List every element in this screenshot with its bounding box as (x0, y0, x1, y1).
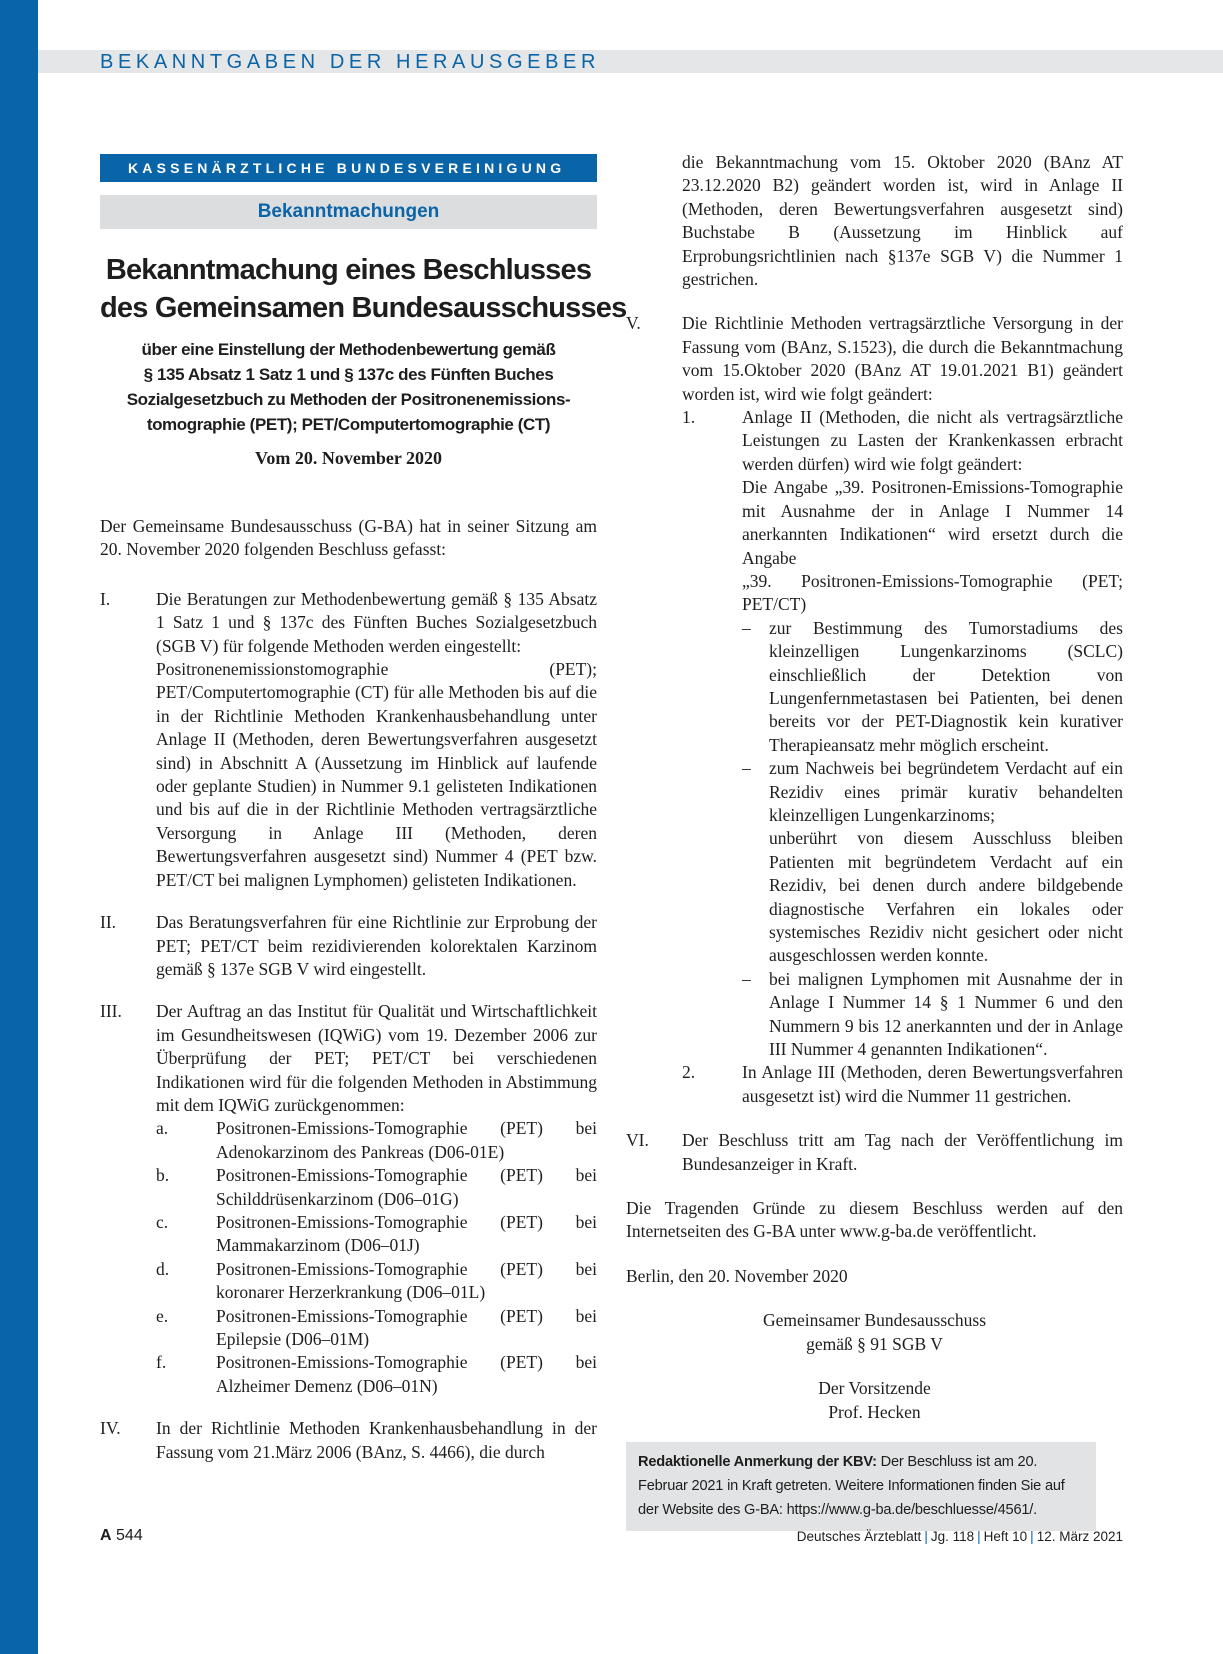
journal-name: Deutsches Ärzteblatt (796, 1529, 922, 1544)
dash-item (742, 757, 1123, 968)
right-column (626, 151, 1123, 1531)
list-item (156, 1117, 597, 1164)
list-label: 2. (682, 1062, 696, 1083)
list-item (156, 1305, 597, 1352)
page-title (100, 251, 627, 327)
dash-text: bei malignen Lymphomen mit Ausnahme der in Anlage I Nummer 14 § 1 Nummer 6 und den Nummern 9 bis 12 anerkannten und der in Anlage III Nummer 4 genannten Indikationen“. (769, 968, 1123, 1060)
list-item (156, 1258, 597, 1305)
subtitle-line: über eine Einstellung der Methodenbewertung gemäß (141, 340, 556, 359)
list-text: Anlage II (Methoden, die nicht als vertragsärztliche Leistungen zu Lasten der Krankenkassen erbracht werden dürfen) wird wie folgt geändert: (742, 407, 1123, 474)
signer-org: gemäß § 91 SGB V (806, 1333, 943, 1354)
journal-volume: Jg. 118 (930, 1529, 975, 1544)
dash-item (742, 968, 1123, 1062)
section-text: Der Auftrag an das Institut für Qualität und Wirtschaftlichkeit im Gesundheitswesen (IQWiG) vom 19. Dezember 2006 zur Überprüfung der PET; PET/CT bei verschiedenen Indikationen wird für die folgenden Methoden in Abstimmung mit dem IQWiG zurückgenommen: (156, 1001, 597, 1115)
list-text: Positronen-Emissions-Tomographie (PET) bei koronarer Herzerkrankung (D06–01L) (216, 1258, 597, 1303)
list-text: Positronen-Emissions-Tomographie (PET) bei Schilddrüsenkarzinom (D06–01G) (216, 1165, 597, 1209)
list-text: „39. Positronen-Emissions-Tomographie (PET; PET/CT) (742, 570, 1123, 615)
list-label: a. (156, 1118, 169, 1139)
list-item (156, 1164, 597, 1211)
section-V (626, 312, 1123, 1108)
reasons-paragraph: Die Tragenden Gründe zu diesem Beschluss werden auf den Internetseiten des G-BA unter www.g-ba.de veröffentlicht. (626, 1198, 1123, 1242)
section-number: III. (100, 1001, 122, 1022)
dash-mark: – (742, 968, 751, 989)
note-text: Der Beschluss ist am 20. Februar 2021 in Kraft getreten. Weitere Informationen finden Sie auf der Website des G-BA: https://www.g-ba.de/beschluesse/4561/. (638, 1453, 1065, 1518)
page-prefix: A (100, 1527, 112, 1544)
section-number: VI. (626, 1130, 649, 1151)
signer-role: Der Vorsitzende (818, 1378, 931, 1399)
dash-mark: – (742, 758, 751, 779)
footer-separator: | (924, 1529, 928, 1544)
title-line: des Gemeinsamen Bundesausschusses (100, 292, 627, 324)
section-number: IV. (100, 1418, 121, 1439)
section-text: Die Richtlinie Methoden vertragsärztliche Versorgung in der Fassung vom (BAnz, S.1523), die durch die Bekanntmachung vom 15.Oktober 2020 (BAnz AT 19.01.2021 B1) geändert worden ist, wird wie folgt geändert: (682, 313, 1123, 404)
list-item (682, 1061, 1123, 1108)
list-text: In Anlage III (Methoden, deren Bewertungsverfahren ausgesetzt ist) wird die Nummer 11 gestrichen. (742, 1062, 1123, 1106)
dash-item (742, 617, 1123, 757)
footer (797, 1529, 1123, 1544)
list-label: b. (156, 1165, 170, 1186)
dash-text: zum Nachweis bei begründetem Verdacht auf ein Rezidiv eines primär kurativ behandelten kleinzelligen Lungenkarzinoms; (769, 758, 1123, 825)
journal-issue: Heft 10 (983, 1529, 1028, 1544)
section-text: die Bekanntmachung vom 15. Oktober 2020 (BAnz AT 23.12.2020 B2) geändert worden ist, wird in Anlage II (Methoden, deren Bewertungsverfahren ausgesetzt sind) Buchstabe B (Aussetzung im Hinblick auf Erprobungsrichtlinien nach §137e SGB V) die Nummer 1 gestrichen. (682, 152, 1123, 290)
list-text: Positronen-Emissions-Tomographie (PET) bei Epilepsie (D06–01M) (216, 1305, 597, 1349)
subtitle-line: Sozialgesetzbuch zu Methoden der Positronenemissions- (126, 390, 571, 409)
dash-text: unberührt von diesem Ausschluss bleiben Patienten mit begründetem Verdacht auf ein Rezidiv, bei denen durch andere bildgebende diagnostische Verfahren ein lokales oder systemisches Rezidiv nicht gesichert oder nicht ausgeschlossen werden konnte. (769, 828, 1123, 966)
signature-block (626, 1309, 1123, 1424)
subtitle-line: § 135 Absatz 1 Satz 1 und § 137c des Fünften Buches (143, 365, 554, 384)
section-IV (100, 1417, 597, 1464)
section-text: Das Beratungsverfahren für eine Richtlinie zur Erprobung der PET; PET/CT beim rezidivierenden kolorektalen Karzinom gemäß § 137e SGB V wird eingestellt. (156, 912, 597, 979)
place-date: Berlin, den 20. November 2020 (626, 1265, 848, 1286)
intro-paragraph: Der Gemeinsame Bundesausschuss (G-BA) hat in seiner Sitzung am 20. November 2020 folgenden Beschluss gefasst: (100, 516, 597, 560)
dash-mark: – (742, 617, 751, 638)
title-line: Bekanntmachung eines Beschlusses (105, 254, 592, 286)
list-label: d. (156, 1258, 170, 1279)
list-text: Positronen-Emissions-Tomographie (PET) bei Mammakarzinom (D06–01J) (216, 1211, 597, 1256)
page-number (100, 1527, 143, 1545)
left-accent-bar (0, 0, 38, 1654)
org-band: KASSENÄRZTLICHE BUNDESVEREINIGUNG (100, 154, 597, 182)
journal-date: 12. März 2021 (1036, 1529, 1123, 1544)
list-item (682, 406, 1123, 1061)
footer-separator: | (1030, 1529, 1034, 1544)
decision-date: Vom 20. November 2020 (255, 448, 442, 468)
list-item (156, 1211, 597, 1258)
subtitle-line: tomographie (PET); PET/Computertomographie (CT) (146, 415, 551, 434)
section-number: II. (100, 912, 117, 933)
section-number: V. (626, 313, 641, 334)
list-label: f. (156, 1352, 167, 1373)
section-number: I. (100, 588, 111, 609)
list-text: Positronen-Emissions-Tomographie (PET) bei Alzheimer Demenz (D06–01N) (216, 1352, 597, 1396)
section-I (100, 588, 597, 892)
signer-name: Prof. Hecken (828, 1401, 921, 1422)
section-text: In der Richtlinie Methoden Krankenhausbehandlung in der Fassung vom 21.März 2006 (BAnz, S. 4466), die durch (156, 1418, 597, 1462)
editorial-note (626, 1442, 1096, 1531)
list-label: 1. (682, 407, 696, 428)
list-label: e. (156, 1305, 169, 1326)
section-text: Positronenemissionstomographie (PET); PET/Computertomographie (CT) für alle Methoden bis auf die in der Richtlinie Methoden Krankenhausbehandlung unter Anlage II (Methoden, deren Bewertungsverfahren ausgesetzt sind) in Abschnitt A (Aussetzung im Hinblick auf laufende oder geplante Studien) in Nummer 9.1 gelisteten Indikationen und bis auf die in der Richtlinie Methoden vertragsärztliche Versorgung in Anlage III (Methoden, deren Bewertungsverfahren ausgesetzt sind) Nummer 4 (PET bzw. PET/CT bei malignen Lymphomen) gelisteten Indikationen. (156, 659, 597, 890)
signer-org: Gemeinsamer Bundesausschuss (762, 1310, 987, 1331)
section-text: Die Beratungen zur Methodenbewertung gemäß § 135 Absatz 1 Satz 1 und § 137c des Fünften Buches Sozialgesetzbuch (SGB V) für folgende Methoden werden eingestellt: (156, 588, 597, 656)
section-VI (626, 1129, 1123, 1176)
section-II (100, 911, 597, 981)
section-III (100, 1000, 597, 1398)
list-text: Positronen-Emissions-Tomographie (PET) bei Adenokarzinom des Pankreas (D06-01E) (216, 1118, 597, 1162)
category-band: Bekanntmachungen (100, 195, 597, 229)
list-label: c. (156, 1211, 169, 1232)
section-header: BEKANNTGABEN DER HERAUSGEBER (100, 51, 600, 73)
note-label: Redaktionelle Anmerkung der KBV: (638, 1453, 877, 1470)
subtitle (100, 337, 597, 437)
page-value: 544 (116, 1527, 143, 1544)
left-column (100, 154, 627, 1464)
list-text: Die Angabe „39. Positronen-Emissions-Tomographie mit Ausnahme der in Anlage I Nummer 14 anerkannten Indikationen“ wird ersetzt durch die Angabe (742, 477, 1123, 568)
list-item (156, 1351, 597, 1398)
footer-separator: | (977, 1529, 981, 1544)
dash-text: zur Bestimmung des Tumorstadiums des kleinzelligen Lungenkarzinoms (SCLC) einschließlich der Detektion von Lungenfernmetastasen bei Patienten, bei denen bereits vor der PET-Diagnostik kein kurativer Therapieansatz mehr möglich erscheint. (769, 617, 1123, 755)
section-IV-continued (626, 151, 1123, 291)
section-text: Der Beschluss tritt am Tag nach der Veröffentlichung im Bundesanzeiger in Kraft. (682, 1130, 1123, 1174)
